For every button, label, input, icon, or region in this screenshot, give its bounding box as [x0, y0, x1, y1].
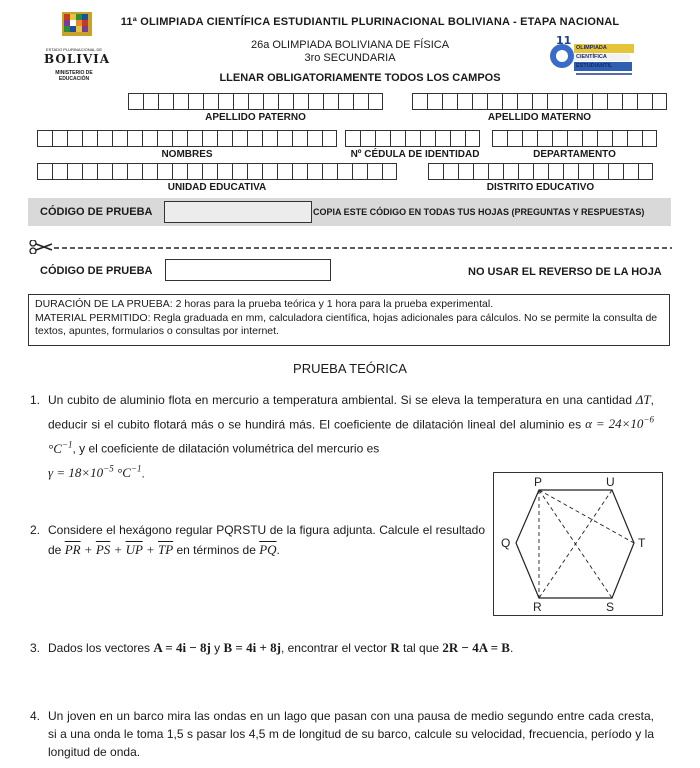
question-number: 3. [30, 641, 41, 655]
vertex-s-label: S [606, 600, 615, 614]
codigo-strip [28, 198, 671, 226]
departamento-boxes[interactable] [492, 130, 657, 147]
header-instruction: LLENAR OBLIGATORIAMENTE TODOS LOS CAMPOS [219, 72, 501, 84]
question-text: Dados los vectores A = 4i − 8j y B = 4i + 8j, encontrar el vector R tal que 2R − 4A = B. [48, 640, 514, 655]
svg-text:11: 11 [556, 34, 572, 47]
scissors-icon [30, 240, 52, 254]
distrito-boxes[interactable] [428, 163, 653, 180]
header-physics-olympiad: 26a OLIMPIADA BOLIVIANA DE FÍSICA [250, 39, 450, 51]
codigo-label-2: CÓDIGO DE PRUEBA [40, 265, 153, 277]
equation-math: 2R − 4A = B [442, 640, 510, 655]
question-text: Un cubito de aluminio flota en mercurio a temperatura ambiental. Si se eleva la temperatura en una cantidad ΔT, deducir si el cubito flotará más o se hundirá más. El coeficiente de dilatación lineal del aluminio es $\alpha = 24\times 10^{-6}$ $^\circ C^{-1}$, y el coeficiente de dilatación volumétrica del mercurio es $\gamma = 18\times 10^{-5}$ $^\circ C^{-1}$. [48, 392, 654, 480]
duracion-text: DURACIÓN DE LA PRUEBA: 2 horas para la prueba teórica y 1 hora para la prueba experimental. [35, 298, 494, 310]
vector-r-math: R [390, 640, 400, 655]
header-subtitle [210, 39, 490, 65]
info-box [28, 294, 670, 346]
section-title: PRUEBA TEÓRICA [293, 361, 407, 376]
hexagon-figure [493, 472, 663, 616]
header-olympiad-title: 11ª OLIMPIADA CIENTÍFICA ESTUDIANTIL PLURINACIONAL BOLIVIANA - ETAPA NACIONAL [120, 16, 620, 28]
olimpiada-logo-text: OLIMPIADA CIENTÍFICA ESTUDIANTIL [576, 45, 613, 69]
distrito-label: DISTRITO EDUCATIVO [486, 182, 595, 193]
cedula-label: Nº CÉDULA DE IDENTIDAD [350, 149, 480, 160]
material-text: MATERIAL PERMITIDO: Regla graduada en mm, calculadora científica, hojas adicionales para cálculos. No se permite la consulta de textos, apuntes, formularios o consultas por internet. [35, 311, 658, 337]
question-text: Considere el hexágono regular PQRSTU de la figura adjunta. Calcule el resultado de $\overline{PR} + \overline{PS} + \overline{UP} + \overline{TP}$ en términos de $\overline{PQ}$. [48, 523, 485, 557]
logo-country-text: BOLIVIA [44, 52, 111, 66]
unidad-label: UNIDAD EDUCATIVA [167, 182, 267, 193]
logo-state-text: ESTADO PLURINACIONAL DE [45, 47, 102, 52]
question-2 [30, 520, 485, 560]
alpha-math: $\alpha = 24\times 10^{-6}$ $^\circ C^{-1}$ [48, 415, 654, 456]
no-usar-reverso: NO USAR EL REVERSO DE LA HOJA [468, 266, 662, 278]
unidad-boxes[interactable] [37, 163, 397, 180]
vector-pq-math: $\overline{PQ}$ [259, 542, 277, 557]
apellido-materno-boxes[interactable] [412, 93, 667, 110]
delta-t-math: ΔT [635, 392, 651, 407]
question-text: Un joven en un barco mira las ondas en un lago que pasan con una pausa de medio segundo entre cada cresta, si a una onda le toma 1,5 s pasar los 4,5 m de longitud de su barco, calcule su velocidad, frecuencia, período y la longitud de onda. [48, 709, 654, 759]
olimpiada-logo [548, 34, 638, 78]
vector-sum-math: $\overline{PR} + \overline{PS} + \overline{UP} + \overline{TP}$ [64, 542, 174, 557]
question-1 [30, 390, 654, 480]
nombres-boxes[interactable] [37, 130, 337, 147]
nombres-label: NOMBRES [161, 149, 213, 160]
apellido-materno-label: APELLIDO MATERNO [487, 112, 592, 123]
logo-ministry-text: MINISTERIO DE EDUCACIÓN [55, 70, 93, 82]
codigo-input-2[interactable] [165, 259, 331, 281]
question-3 [30, 638, 654, 660]
vertex-q-label: Q [501, 536, 511, 550]
vertex-t-label: T [638, 536, 646, 550]
question-number: 4. [30, 709, 41, 723]
header-grade: 3ro SECUNDARIA [304, 52, 396, 64]
codigo-note: COPIA ESTE CÓDIGO EN TODAS TUS HOJAS (PREGUNTAS Y RESPUESTAS) [313, 207, 645, 217]
apellido-paterno-boxes[interactable] [128, 93, 383, 110]
codigo-input[interactable] [164, 201, 312, 223]
vertex-p-label: P [534, 475, 543, 489]
cut-line [28, 240, 672, 254]
hexagon-diagram [494, 473, 662, 615]
departamento-label: DEPARTAMENTO [533, 149, 616, 160]
apellido-paterno-label: APELLIDO PATERNO [205, 112, 306, 123]
vector-b-math: B = 4i + 8j [223, 640, 281, 655]
question-4 [30, 707, 654, 765]
codigo-label: CÓDIGO DE PRUEBA [40, 206, 153, 218]
question-number: 1. [30, 393, 41, 407]
bolivia-state-logo [44, 10, 114, 82]
cedula-boxes[interactable] [345, 130, 480, 147]
vector-a-math: A = 4i − 8j [153, 640, 211, 655]
vertex-u-label: U [606, 475, 615, 489]
vertex-r-label: R [533, 600, 542, 614]
question-number: 2. [30, 523, 41, 537]
gamma-math: $\gamma = 18\times 10^{-5}$ $^\circ C^{-1}$ [48, 463, 142, 480]
